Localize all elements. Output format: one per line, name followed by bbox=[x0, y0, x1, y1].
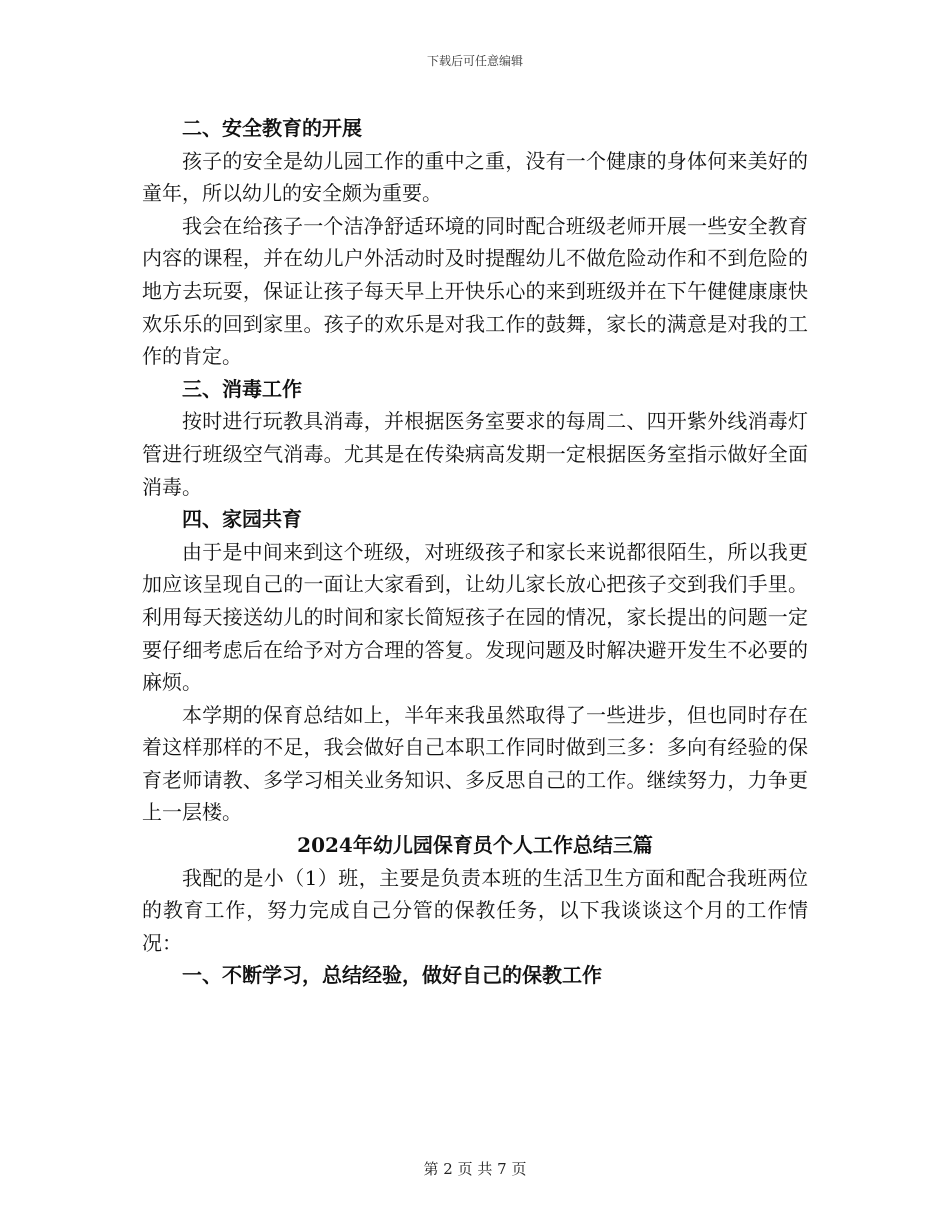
article-title: 2024年幼儿园保育员个人工作总结三篇 bbox=[297, 833, 653, 858]
section-heading-disinfection: 三、消毒工作 bbox=[182, 376, 302, 401]
paragraph-safety-2: 我会在给孩子一个洁净舒适环境的同时配合班级老师开展一些安全教育内容的课程，并在幼儿户外活动时及时提醒幼儿不做危险动作和不到危险的地方去玩耍，保证让孩子每天早上开快乐心的来到班级并在下午健健康康快欢乐乐的回到家里。孩子的欢乐是对我工作的鼓舞，家长的满意是对我的工作的肯定。 bbox=[142, 213, 808, 369]
page-number: 第 2 页 共 7 页 bbox=[423, 1160, 527, 1178]
section-heading-home-school: 四、家园共育 bbox=[182, 507, 302, 532]
document-body bbox=[142, 112, 808, 992]
page-header-note: 下载后可任意编辑 bbox=[426, 54, 523, 68]
section-heading-safety: 二、安全教育的开展 bbox=[182, 116, 362, 140]
paragraph-safety-1: 孩子的安全是幼儿园工作的重中之重，没有一个健康的身体何来美好的童年，所以幼儿的安全颇为重要。 bbox=[142, 148, 808, 206]
paragraph-intro: 我配的是小（1）班，主要是负责本班的生活卫生方面和配合我班两位的教育工作，努力完成自己分管的保教任务，以下我谈谈这个月的工作情况： bbox=[142, 865, 808, 955]
paragraph-summary: 本学期的保育总结如上，半年来我虽然取得了一些进步，但也同时存在着这样那样的不足，我会做好自己本职工作同时做到三多：多向有经验的保育老师请教、多学习相关业务知识、多反思自己的工作。继续努力，力争更上一层楼。 bbox=[142, 702, 808, 825]
paragraph-home-school-1: 由于是中间来到这个班级，对班级孩子和家长来说都很陌生，所以我更加应该呈现自己的一面让大家看到，让幼儿家长放心把孩子交到我们手里。利用每天接送幼儿的时间和家长简短孩子在园的情况，家长提出的问题一定要仔细考虑后在给予对方合理的答复。发现问题及时解决避开发生不必要的麻烦。 bbox=[142, 539, 808, 695]
paragraph-disinfection-1: 按时进行玩教具消毒，并根据医务室要求的每周二、四开紫外线消毒灯管进行班级空气消毒。尤其是在传染病高发期一定根据医务室指示做好全面消毒。 bbox=[142, 409, 808, 499]
section-heading-learning: 一、不断学习，总结经验，做好自己的保教工作 bbox=[182, 963, 602, 988]
